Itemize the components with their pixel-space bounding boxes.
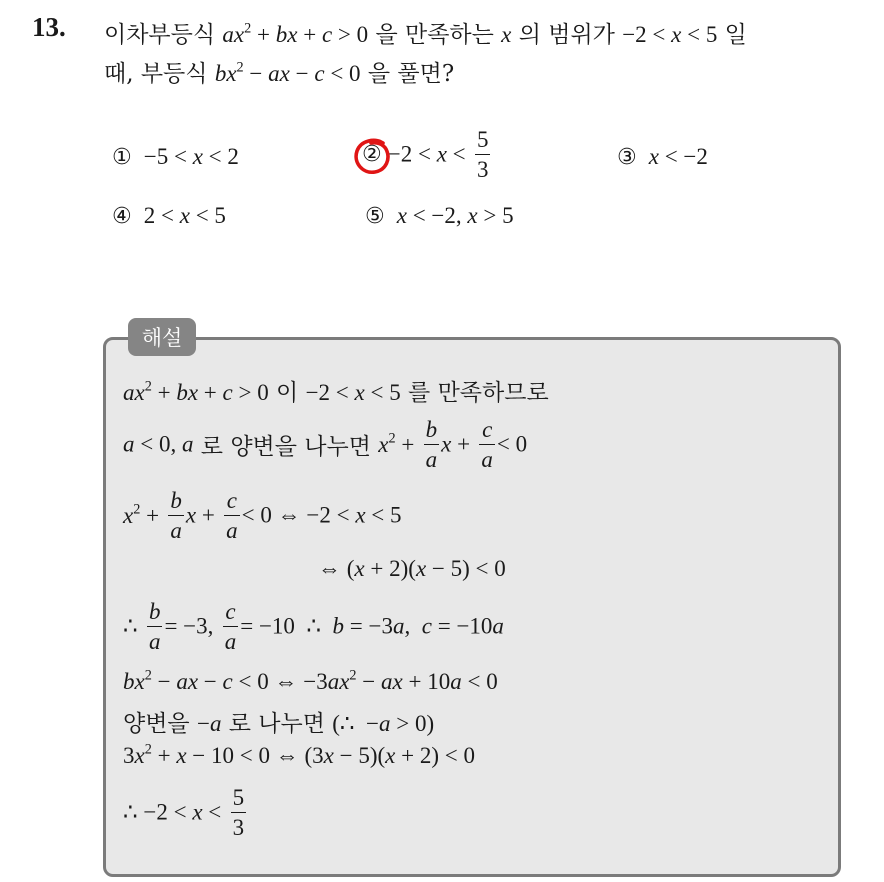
option-marker: ② bbox=[362, 141, 382, 167]
solution-line-3: $x^2$ + $\frac{b}{a}$ x + $\frac{c}{a}$ < 0 ⇔ −2 < x < 5 bbox=[123, 488, 402, 543]
selected-answer-circle-icon bbox=[353, 137, 393, 177]
solution-label: 해설 bbox=[128, 318, 196, 356]
solution-line-4: ⇔ (x + 2)(x − 5) < 0 bbox=[318, 556, 506, 581]
solution-line-1: $ax^2$ + bx + c > 0 이 −2 < x < 5 를 만족하므로 bbox=[123, 378, 549, 406]
solution-line-2: a < 0, a 로 양변을 나누면 $x^2$ + $\frac{b}{a}$ x + $\frac{c}{a}$ < 0 bbox=[123, 417, 528, 472]
option-marker: ④ bbox=[112, 204, 132, 229]
solution-line-6: $bx^2$ − ax − c < 0 ⇔ $-3ax^2$ − ax + 10a < 0 bbox=[123, 667, 498, 694]
option-5[interactable]: ⑤ x < −2, x > 5 bbox=[365, 203, 514, 229]
solution-line-7: 양변을 −a 로 나누면 (∴ −a > 0) bbox=[123, 711, 435, 737]
option-2[interactable]: ② −2 < x < $\frac{5}{3}$ bbox=[362, 127, 489, 182]
question-line-1: 이차부등식 $ax^2$ + bx + c > 0 을 만족하는 x 의 범위가 −2 < x < 5 일 bbox=[104, 20, 747, 48]
option-marker: ① bbox=[112, 145, 132, 170]
solution-line-5: ∴ $\frac{b}{a}$ = −3, $\frac{c}{a}$ = −10 ∴ b = −3a, c = −10a bbox=[123, 599, 504, 654]
option-marker: ③ bbox=[617, 145, 637, 170]
option-3[interactable]: ③ x < −2 bbox=[617, 144, 708, 170]
solution-line-8: $3x^2 + x - 10 < 0$ ⇔ (3x − 5)(x + 2) < 0 bbox=[123, 741, 475, 768]
question-line-2: 때, 부등식 $bx^2$ − ax − c < 0 을 풀면? bbox=[104, 59, 455, 87]
option-2-fraction: $\frac{5}{3}$ bbox=[476, 127, 489, 182]
option-1[interactable]: ① −5 < x < 2 bbox=[112, 144, 239, 170]
solution-line-9: ∴ −2 < x < $\frac{5}{3}$ bbox=[123, 785, 245, 840]
option-marker: ⑤ bbox=[365, 204, 385, 229]
option-4[interactable]: ④ 2 < x < 5 bbox=[112, 203, 226, 229]
question-number: 13. bbox=[32, 12, 66, 42]
